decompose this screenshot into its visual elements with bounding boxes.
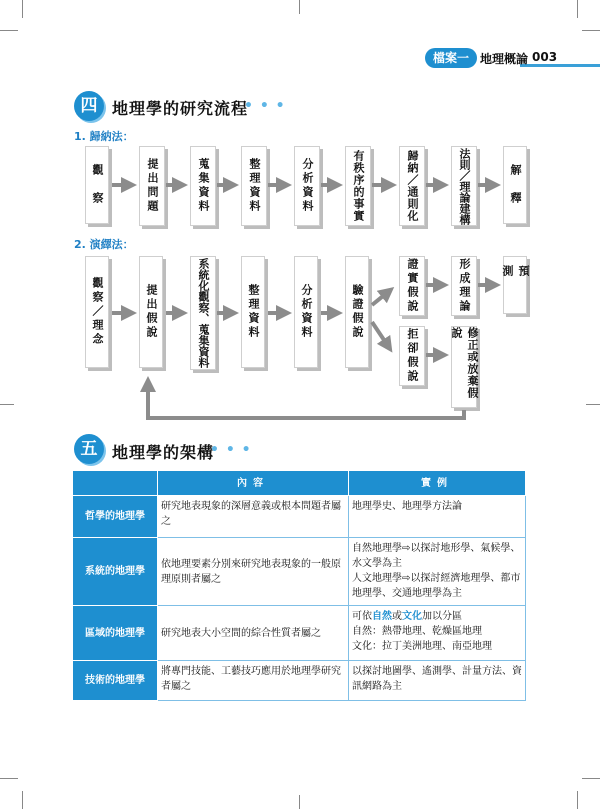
- row-example: [349, 496, 526, 538]
- example-line: 以探討地圖學、遙測學、計量方法、資訊網路為主: [352, 666, 522, 692]
- arrow: [372, 322, 388, 346]
- example-line: 人文地理學⇨以探討經濟地理學、都市地理學、交通地理學為主: [352, 573, 521, 599]
- deductive-step-5: 分析資料: [294, 256, 318, 368]
- inductive-step-4: 整理資料: [241, 146, 267, 226]
- row-heading: 技術的地理學: [73, 661, 158, 701]
- row-content: 將專門技能、工藝技巧應用於地理學研究者屬之: [158, 661, 349, 701]
- arrow: [372, 292, 388, 305]
- chapter-title: 地理概論: [480, 52, 529, 66]
- inductive-step-8: 法則／理論建構: [451, 146, 477, 226]
- highlight-culture: 文化: [402, 611, 422, 622]
- example-text: 加以分區: [422, 611, 462, 622]
- row-example: [349, 606, 526, 661]
- row-heading: 哲學的地理學: [73, 496, 158, 538]
- deductive-step-6: 驗證假說: [345, 256, 369, 368]
- table-row: [73, 538, 526, 606]
- highlight-nature: 自然: [372, 611, 392, 622]
- deductive-step-4: 整理資料: [241, 256, 265, 368]
- table-row: [73, 496, 526, 538]
- geography-framework-table: [72, 470, 526, 701]
- section-number-4: 四: [74, 91, 104, 121]
- page-number: 003: [532, 50, 558, 64]
- example-line: 自然：熱帶地理、乾燥區地理: [352, 626, 482, 637]
- example-line: 自然地理學⇨以探討地形學、氣候學、水文學為主: [352, 543, 521, 569]
- deductive-label: 2. 演繹法：: [74, 238, 134, 251]
- inductive-label: 1. 歸納法：: [74, 130, 134, 143]
- form-theory: 形成理論: [451, 256, 477, 316]
- row-heading: 系統的地理學: [73, 538, 158, 606]
- inductive-step-3: 蒐集資料: [190, 146, 216, 226]
- table-header-example: 實例: [349, 471, 526, 496]
- table-row: [73, 606, 526, 661]
- inductive-step-2: 提出問題: [139, 146, 165, 226]
- section-title-5: 地理學的架構: [112, 443, 215, 462]
- deductive-step-3: 系統化觀察、蒐集資料: [190, 256, 216, 370]
- table-header-content: 內容: [158, 471, 349, 496]
- section-number-5: 五: [74, 434, 104, 464]
- table-row: [73, 661, 526, 701]
- row-heading: 區域的地理學: [73, 606, 158, 661]
- confirm-hypothesis: 證實假說: [399, 256, 425, 316]
- inductive-step-9: 解 釋: [503, 146, 527, 224]
- inductive-step-1: 觀 察: [85, 146, 109, 224]
- reject-hypothesis: 拒卻假說: [399, 326, 425, 386]
- row-example: [349, 661, 526, 701]
- decorative-dots: • • •: [210, 442, 252, 458]
- table-header-corner: [73, 471, 158, 496]
- section-title-4: 地理學的研究流程: [112, 99, 249, 118]
- feedback-arrow: [148, 384, 464, 418]
- deductive-step-2: 提出假說: [139, 256, 163, 368]
- inductive-step-7: 歸納／通則化: [399, 146, 425, 226]
- revise-or-abandon: 修正或放棄假說: [451, 326, 477, 408]
- row-example: [349, 538, 526, 606]
- predict: 預 測: [503, 256, 527, 314]
- inductive-step-5: 分析資料: [294, 146, 320, 226]
- example-text: 可依: [352, 611, 372, 622]
- example-text: 或: [392, 611, 402, 622]
- example-line: [352, 609, 522, 624]
- inductive-step-6: 有秩序的事實: [345, 146, 371, 226]
- example-line: 文化：拉丁美洲地理、南亞地理: [352, 641, 492, 652]
- deductive-step-1: 觀察／理念: [85, 256, 109, 368]
- decorative-dots: • • •: [244, 98, 286, 114]
- example-line: 地理學史、地理學方法論: [352, 501, 462, 512]
- row-content: 研究地表現象的深層意義或根本問題者屬之: [158, 496, 349, 538]
- row-content: 依地理要素分別來研究地表現象的一般原理原則者屬之: [158, 538, 349, 606]
- row-content: 研究地表大小空間的綜合性質者屬之: [158, 606, 349, 661]
- chapter-badge: 檔案一: [425, 48, 477, 68]
